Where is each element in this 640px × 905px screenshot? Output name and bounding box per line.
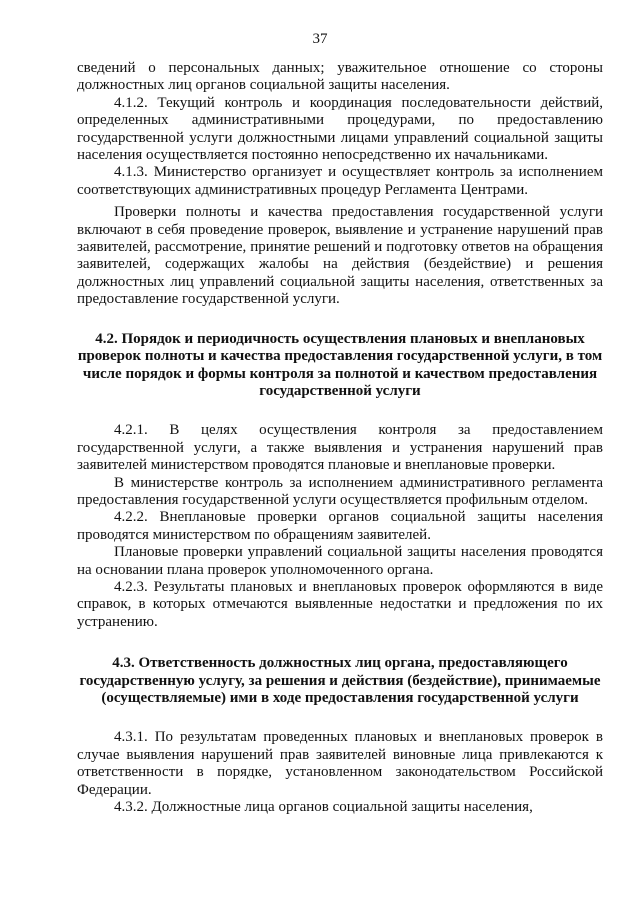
paragraph: 4.1.3. Министерство организует и осуществляет контроль за исполнением соответствующих административных процедур Регламента Центрами. bbox=[77, 164, 603, 198]
paragraph: 4.2.1. В целях осуществления контроля за предоставлением государственной услуги, а также выявления и устранения нарушений прав заявителей министерством проводятся плановые и внеплановые проверки. bbox=[77, 422, 603, 474]
paragraph: 4.2.3. Результаты плановых и внеплановых проверок оформляются в виде справок, в которых отмечаются выявленные недостатки и предложения по их устранению. bbox=[77, 578, 603, 630]
section-heading-4-2: 4.2. Порядок и периодичность осуществления плановых и внеплановых проверок полноты и качества предоставления государственной услуги, в том числе порядок и формы контроля за полнотой и качеством предоставления государственной услуги bbox=[77, 330, 603, 399]
paragraph: Плановые проверки управлений социальной защиты населения проводятся на основании плана проверок уполномоченного органа. bbox=[77, 544, 603, 578]
paragraph: В министерстве контроль за исполнением административного регламента предоставления государственной услуги осуществляется профильным отделом. bbox=[77, 474, 603, 508]
paragraph: 4.2.2. Внеплановые проверки органов социальной защиты населения проводятся министерством по обращениям заявителей. bbox=[77, 509, 603, 543]
paragraph: Проверки полноты и качества предоставления государственной услуги включают в себя проведение проверок, выявление и устранение нарушений прав заявителей, рассмотрение, принятие решений и подготовку ответов на обращения заявителей, содержащих жалобы на действия (бездействие) и решения должностных лиц управлений социальной защиты населения, ответственных за предоставление государственной услуги. bbox=[77, 204, 603, 308]
paragraph: 4.3.2. Должностные лица органов социальной защиты населения, bbox=[114, 799, 533, 816]
section-heading-4-3: 4.3. Ответственность должностных лиц органа, предоставляющего государственную услугу, за решения и действия (бездействие), принимаемые (осуществляемые) ими в ходе предоставления государственной услуги bbox=[79, 655, 601, 706]
paragraph: 4.3.1. По результатам проведенных плановых и внеплановых проверок в случае выявления нарушений прав заявителей виновные лица привлекаются к ответственности в порядке, установленном законодательством Российской Федерации. bbox=[77, 729, 603, 798]
paragraph: 4.1.2. Текущий контроль и координация последовательности действий, определенных административными процедурами, по предоставлению государственной услуги должностными лицами управлений социальной защиты населения осуществляется постоянно непосредственно их начальниками. bbox=[77, 94, 603, 164]
paragraph: сведений о персональных данных; уважительное отношение со стороны должностных лиц органов социальной защиты населения. bbox=[77, 60, 603, 94]
page-number: 37 bbox=[312, 31, 328, 47]
document-body bbox=[77, 60, 603, 816]
